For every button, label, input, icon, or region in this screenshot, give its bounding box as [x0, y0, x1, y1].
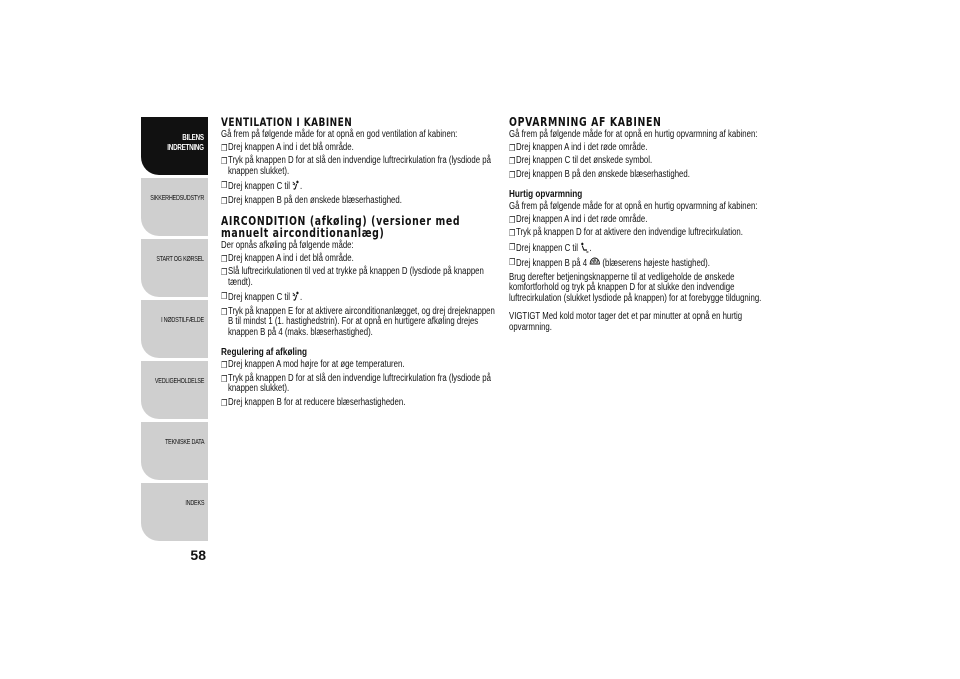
vent-person-icon [292, 291, 300, 302]
right-column [509, 116, 771, 335]
tab-indeks[interactable] [141, 483, 208, 541]
tab-label: START OG KØRSEL [156, 256, 204, 263]
tab-label: SIKKERHEDSUDSTYR [150, 195, 204, 202]
fan-icon [589, 257, 600, 267]
tab-label: VEDLIGEHOLDELSE [154, 378, 204, 385]
list-item: ❐ Drej knappen C til . [221, 291, 303, 303]
checkbox-bullet-icon: ❐ [509, 241, 516, 252]
feet-person-icon [580, 242, 589, 253]
checkbox-bullet-icon: ❐ [221, 267, 228, 277]
tab-tekniske-data[interactable] [141, 422, 208, 480]
checkbox-bullet-icon: ❐ [509, 228, 516, 238]
list-item: ❐ Slå luftrecirkulationen til ved at trykke på knappen D (lysdiode på knappen tændt). [221, 266, 484, 288]
ventilation-intro: Gå frem på følgende måde for at opnå en god ventilation af kabinen: [221, 129, 458, 140]
list-item: ❐ Drej knappen B for at reducere blæserhastigheden. [221, 396, 406, 408]
checkbox-bullet-icon: ❐ [221, 156, 228, 166]
heating-intro: Gå frem på følgende måde for at opnå en hurtig opvarmning af kabinen: [509, 129, 758, 140]
tab-vedligeholdelse[interactable] [141, 361, 208, 419]
list-item: ❐ Drej knappen C til . [221, 180, 303, 192]
quick-heating-after: Brug derefter betjeningsknapperne til at vedligeholde de ønskede komfortforhold og tryk på knappen D for at slukke den indvendige luftrecirkulation (slukket lysdiode på knappen) for at forebygge tildugning. [509, 271, 762, 304]
tab-label: TEKNISKE DATA [164, 439, 204, 446]
checkbox-bullet-icon: ❐ [509, 257, 516, 267]
page-number: 58 [190, 547, 206, 563]
list-item: ❐ Tryk på knappen D for at aktivere den indvendige luftrecirkulation. [509, 227, 743, 238]
ventilation-heading: VENTILATION I KABINEN [221, 115, 353, 129]
list-item: ❐ Drej knappen C til . [509, 241, 592, 254]
chapter-tabs [141, 117, 208, 544]
heating-heading: OPVARMNING AF KABINEN [509, 115, 662, 129]
tab-start-og-korsel[interactable] [141, 239, 208, 297]
checkbox-bullet-icon: ❐ [221, 195, 228, 206]
tab-label: INDEKS [185, 500, 204, 507]
checkbox-bullet-icon: ❐ [221, 180, 228, 190]
checkbox-bullet-icon: ❐ [221, 373, 228, 384]
list-item: ❐ Drej knappen A ind i det blå område. [221, 141, 354, 153]
list-item: ❐ Tryk på knappen E for at aktivere airconditionanlægget, og drej drejeknappen B til mindst 1 (1. hastighedstrin). For at opnå en hurtigere afkøling drejes knappen B på 4 (maks. blæserhastighed). [221, 305, 495, 338]
checkbox-bullet-icon: ❐ [221, 253, 228, 264]
checkbox-bullet-icon: ❐ [509, 142, 516, 153]
tab-sikkerhedsudstyr[interactable] [141, 178, 208, 236]
list-item: ❐ Drej knappen B på den ønskede blæserhastighed. [221, 194, 402, 206]
quick-heating-intro: Gå frem på følgende måde for at opnå en hurtig opvarmning af kabinen: [509, 201, 758, 212]
list-item: ❐ Drej knappen B på 4 (blæserens højeste hastighed). [509, 257, 710, 269]
important-note: VIGTIGT Med kold motor tager det et par minutter at opnå en hurtig opvarmning. [509, 311, 743, 333]
tab-i-nodstilfaelde[interactable] [141, 300, 208, 358]
checkbox-bullet-icon: ❐ [221, 142, 228, 153]
list-item: ❐ Drej knappen A mod højre for at øge temperaturen. [221, 359, 405, 370]
aircon-heading: AIRCONDITION (afkøling) (versioner med manuelt airconditionanlæg) [221, 214, 461, 240]
vent-person-icon [292, 180, 300, 191]
list-item: ❐ Tryk på knappen D for at slå den indvendige luftrecirkulation fra (lysdiode på knappen slukket). [221, 372, 491, 394]
list-item: ❐ Drej knappen A ind i det røde område. [509, 141, 648, 153]
checkbox-bullet-icon: ❐ [221, 291, 228, 301]
list-item: ❐ Drej knappen B på den ønskede blæserhastighed. [509, 168, 690, 180]
checkbox-bullet-icon: ❐ [221, 360, 228, 370]
list-item: ❐ Drej knappen A ind i det blå område. [221, 252, 354, 264]
quick-heating-heading: Hurtig opvarmning [509, 188, 583, 200]
aircon-intro: Der opnås afkøling på følgende måde: [221, 240, 354, 251]
list-item: ❐ Drej knappen C til det ønskede symbol. [509, 155, 653, 166]
checkbox-bullet-icon: ❐ [509, 156, 516, 166]
tab-label: BILENS INDRETNING [167, 133, 204, 152]
tab-bilens-indretning[interactable] [141, 117, 208, 175]
list-item: ❐ Tryk på knappen D for at slå den indvendige luftrecirkulation fra (lysdiode på knappen slukket). [221, 155, 491, 177]
checkbox-bullet-icon: ❐ [221, 306, 228, 317]
checkbox-bullet-icon: ❐ [221, 397, 228, 408]
checkbox-bullet-icon: ❐ [509, 169, 516, 180]
checkbox-bullet-icon: ❐ [509, 214, 516, 225]
regulation-heading: Regulering af afkøling [221, 346, 308, 358]
list-item: ❐ Drej knappen A ind i det røde område. [509, 213, 648, 225]
tab-label: I NØDSTILFÆLDE [161, 317, 204, 324]
left-column [221, 116, 496, 411]
